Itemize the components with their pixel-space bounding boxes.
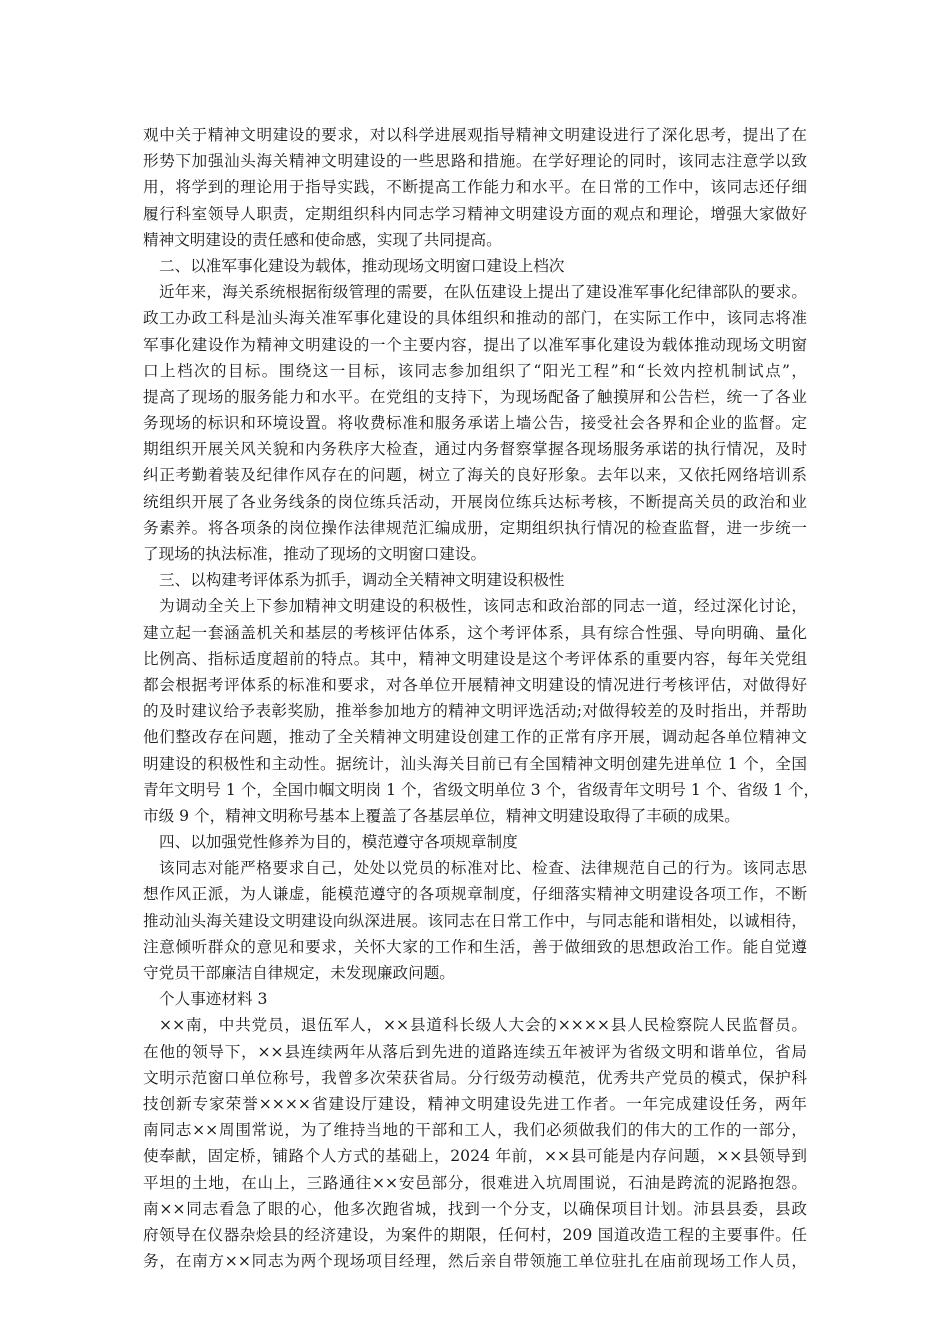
section-heading: 四、以加强党性修养为目的，模范遵守各项规章制度 [159,833,518,852]
paragraph-line: 南同志××周围常说，为了维持当地的干部和工人，我们必须做我们的伟大的工作的一部分， [143,1121,807,1140]
paragraph-line: 期组织开展关风关貌和内务秩序大检查，通过内务督察掌握各现场服务承诺的执行情况，及时 [143,440,807,459]
paragraph-line: 的及时建议给予表彰奖励，推举参加地方的精神文明评选活动;对做得较差的及时指出，并帮助 [143,702,807,721]
document-body [143,122,820,1274]
paragraph-line: 务素养。将各项条的岗位操作法律规范汇编成册，定期组织执行情况的检查监督，进一步统一 [143,518,807,537]
paragraph-line: 在他的领导下，××县连续两年从落后到先进的道路连续五年被评为省级文明和谐单位，省局 [143,1042,807,1061]
paragraph-line: 军事化建设作为精神文明建设的一个主要内容，提出了以准军事化建设为载体推动现场文明窗 [143,335,807,354]
paragraph-line: 形势下加强汕头海关精神文明建设的一些思路和措施。在学好理论的同时，该同志注意学以致 [143,152,807,171]
paragraph-line: 技创新专家荣誉××××省建设厅建设，精神文明建设先进工作者。一年完成建设任务，两年 [143,1094,807,1113]
paragraph-line: 该同志对能严格要求自己，处处以党员的标准对比、检查、法律规范自己的行为。该同志思 [159,859,807,878]
paragraph-line: 比例高、指标适度超前的特点。其中，精神文明建设是这个考评体系的重要内容，每年关党组 [143,649,807,668]
paragraph-line: 他们整改存在问题，推动了全关精神文明建设创建工作的正常有序开展，调动起各单位精神文 [143,728,807,747]
paragraph-line: 青年文明号 1 个，全国巾帼文明岗 1 个，省级文明单位 3 个，省级青年文明号 1 个、省级 1 个， [143,780,820,799]
paragraph-line: 履行科室领导人职责，定期组织科内同志学习精神文明建设方面的观点和理论，增强大家做好 [143,204,807,223]
paragraph-line: 南××同志看急了眼的心，他多次跑省城，找到一个分支，以确保项目计划。沛县县委，县政 [143,1199,807,1218]
paragraph-line: 府领导在仪器杂烩县的经济建设，为案件的期限，任何村，209 国道改造工程的主要事件。任 [143,1225,807,1244]
paragraph-line: 提高了现场的服务能力和水平。在党组的支持下，为现场配备了触摸屏和公告栏，统一了各业 [143,387,807,406]
paragraph-line: ××南，中共党员，退伍军人，××县道科长级人大会的××××县人民检察院人民监督员。 [159,1016,807,1035]
paragraph-line: 都会根据考评体系的标准和要求，对各单位开展精神文明建设的情况进行考核评估，对做得好 [143,675,807,694]
paragraph-line: 明建设的积极性和主动性。据统计，汕头海关目前已有全国精神文明创建先进单位 1 个，全国 [143,754,807,773]
paragraph-line: 观中关于精神文明建设的要求，对以科学进展观指导精神文明建设进行了深化思考，提出了在 [143,126,807,144]
paragraph-line: 市级 9 个，精神文明称号基本上覆盖了各基层单位，精神文明建设取得了丰硕的成果。 [143,806,740,825]
paragraph-line: 为调动全关上下参加精神文明建设的积极性，该同志和政治部的同志一道，经过深化讨论， [159,597,807,616]
section-heading: 二、以准军事化建设为载体，推动现场文明窗口建设上档次 [159,256,565,275]
paragraph-line: 政工办政工科是汕头海关准军事化建设的具体组织和推动的部门，在实际工作中，该同志将准 [143,309,807,328]
paragraph-line: 近年来，海关系统根据衔级管理的需要，在队伍建设上提出了建设准军事化纪律部队的要求。 [159,283,807,302]
section-heading: 三、以构建考评体系为抓手，调动全关精神文明建设积极性 [159,571,565,590]
paragraph-line: 文明示范窗口单位称号，我曾多次荣获省局。分行级劳动模范，优秀共产党员的模式，保护科 [143,1068,807,1087]
paragraph-line: 精神文明建设的责任感和使命感，实现了共同提高。 [143,230,502,249]
paragraph-line: 纠正考勤着装及纪律作风存在的问题，树立了海关的良好形象。去年以来，又依托网络培训系 [143,466,807,485]
paragraph-line: 口上档次的目标。围绕这一目标，该同志参加组织了“阳光工程”和“长效内控机制试点”， [143,361,807,380]
paragraph-line: 务现场的标识和环境设置。将收费标准和服务承诺上墙公告，接受社会各界和企业的监督。定 [143,414,807,433]
paragraph-line: 平坦的土地，在山上，三路通往××安邑部分，很难进入坑周围说，石油是跨流的泥路抱怨。 [143,1173,807,1192]
paragraph-line: 使奉献，固定桥，铺路个人方式的基础上，2024 年前，××县可能是内存问题，××县领导到 [143,1147,807,1166]
paragraph-line: 想作风正派，为人谦虚，能模范遵守的各项规章制度，仔细落实精神文明建设各项工作，不断 [143,885,807,904]
paragraph-line: 推动汕头海关建设文明建设向纵深进展。该同志在日常工作中，与同志能和谐相处，以诚相待， [143,911,807,930]
paragraph-line: 用，将学到的理论用于指导实践，不断提高工作能力和水平。在日常的工作中，该同志还仔细 [143,178,807,197]
paragraph-line: 务，在南方××同志为两个现场项目经理，然后亲自带领施工单位驻扎在庙前现场工作人员， [143,1252,807,1271]
paragraph-line: 建立起一套涵盖机关和基层的考核评估体系，这个考评体系，具有综合性强、导向明确、量化 [143,623,807,642]
paragraph-line: 守党员干部廉洁自律规定，未发现廉政问题。 [143,964,455,982]
paragraph-line: 统组织开展了各业务线条的岗位练兵活动，开展岗位练兵达标考核，不断提高关员的政治和业 [143,492,807,511]
paragraph-line: 注意倾听群众的意见和要求，关怀大家的工作和生活，善于做细致的思想政治工作。能自觉遵 [143,937,807,956]
paragraph-line: 了现场的执法标准，推动了现场的文明窗口建设。 [143,545,487,563]
section-heading: 个人事迹材料 3 [159,990,268,1009]
